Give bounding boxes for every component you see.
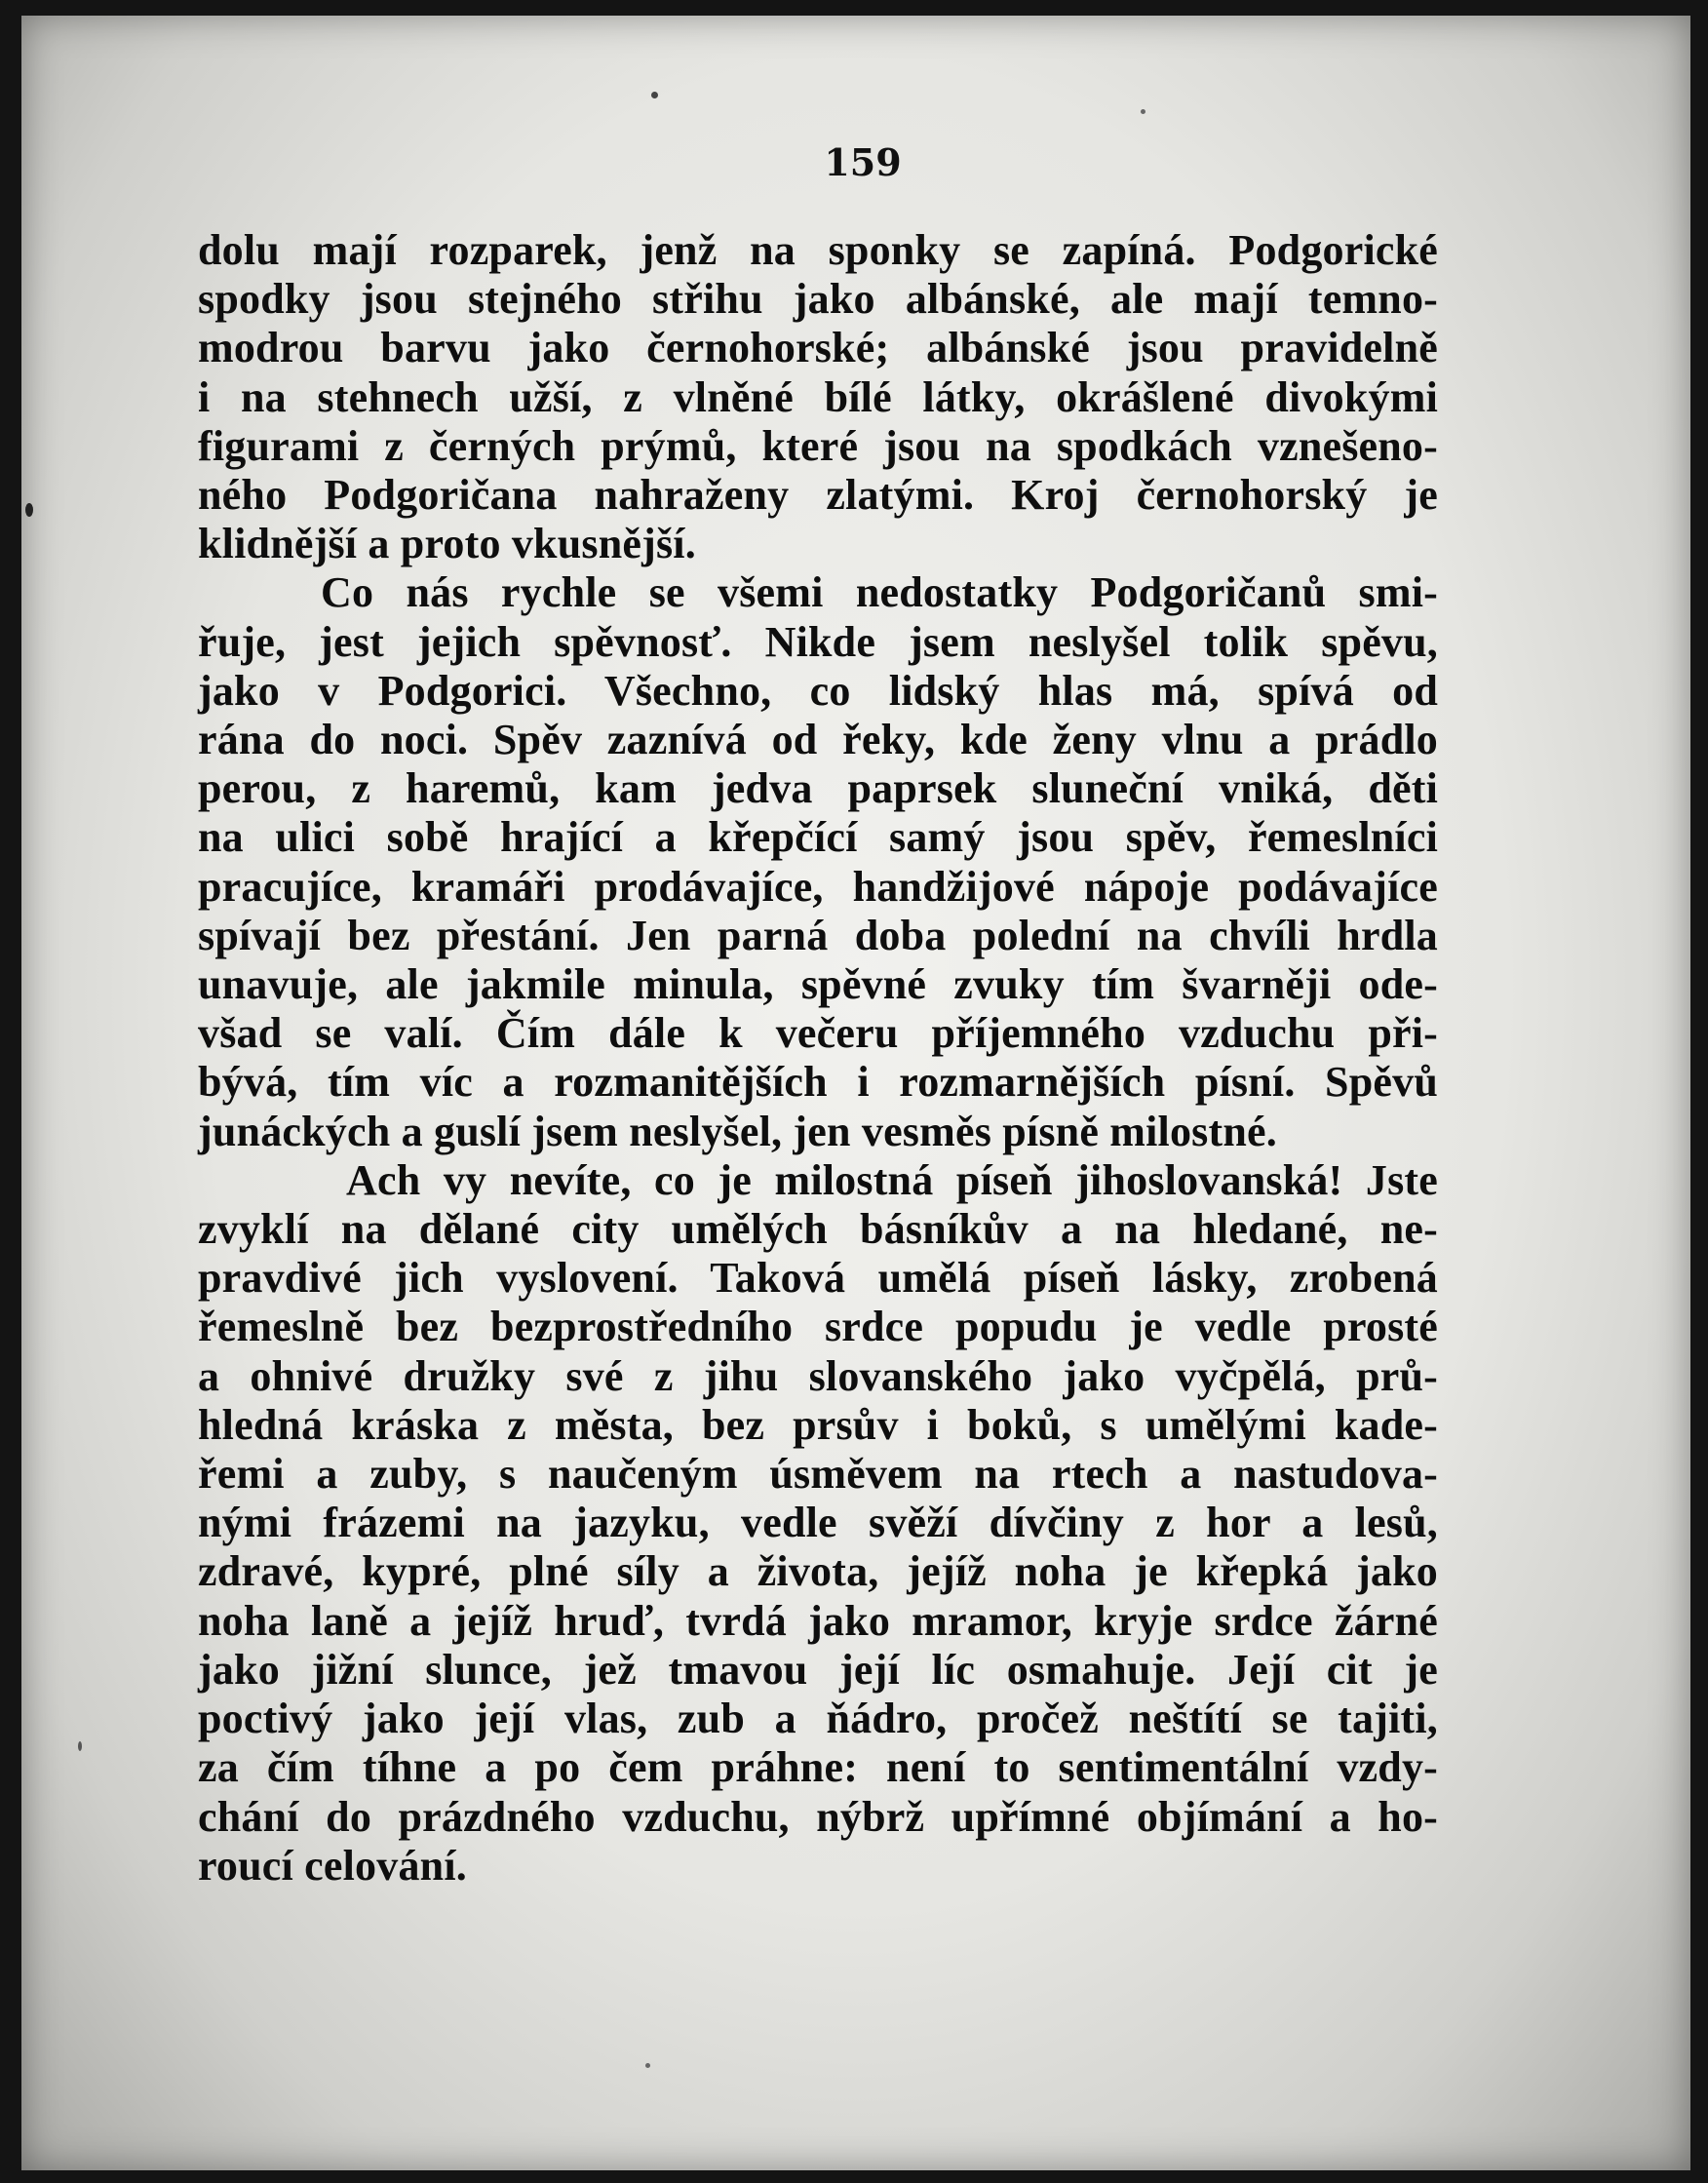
text-line: zvyklí na dělané city umělých básníkův a na hledané, ne- [198,1205,1438,1254]
text-line: jako v Podgorici. Všechno, co lidský hlas má, spívá od [198,666,1438,715]
text-line: ného Podgoričana nahraženy zlatými. Kroj černohorský je [198,471,1438,520]
ink-speck [651,92,658,98]
text-line: všad se valí. Čím dále k večeru příjemného vzduchu při- [198,1009,1438,1058]
text-line: Co nás rychle se všemi nedostatky Podgoričanů smi- [321,568,1438,617]
text-line: i na stehnech užší, z vlněné bílé látky, okrášlené divokými [198,372,1438,421]
text-line: modrou barvu jako černohorské; albánské jsou pravidelně [198,324,1438,372]
text-line: hledná kráska z města, bez prsův i boků, s umělými kade- [198,1400,1438,1449]
text-line: figurami z černých prýmů, které jsou na spodkách vznešeno- [198,421,1438,470]
text-line: spodky jsou stejného střihu jako albánské, ale mají temno- [198,275,1438,324]
text-line: perou, z haremů, kam jedva paprsek sluneční vniká, děti [198,764,1438,813]
ink-speck [1141,109,1145,114]
text-line: bývá, tím víc a rozmanitějších i rozmarnějších písní. Spěvů [198,1058,1438,1107]
text-line: roucí celování. [198,1841,467,1890]
text-line: za čím tíhne a po čem práhne: není to sentimentální vzdy- [198,1743,1438,1792]
text-line: Ach vy nevíte, co je milostná píseň jihoslovanská! Jste [346,1155,1438,1204]
text-line: noha laně a jejíž hruď, tvrdá jako mramor, kryje srdce žárné [198,1596,1438,1645]
text-line: na ulici sobě hrající a křepčící samý jsou spěv, řemeslníci [198,813,1438,862]
text-line: spívají bez přestání. Jen parná doba polední na chvíli hrdla [198,911,1438,959]
text-line: chání do prázdného vzduchu, nýbrž upřímné objímání a ho- [198,1792,1438,1841]
text-line: řuje, jest jejich spěvnosť. Nikde jsem neslyšel tolik spěvu, [198,617,1438,666]
paragraph-1 [198,226,1438,568]
text-line: jako jižní slunce, jež tmavou její líc osmahuje. Její cit je [198,1645,1438,1694]
text-line: řemeslně bez bezprostředního srdce popudu je vedle prosté [198,1303,1438,1351]
ink-speck [645,2063,650,2068]
text-line: rána do noci. Spěv zaznívá od řeky, kde ženy vlnu a prádlo [198,716,1438,764]
ink-speck [25,503,33,517]
text-line: dolu mají rozparek, jenž na sponky se zapíná. Podgorické [198,226,1438,274]
body-text [198,226,1438,1891]
text-line: unavuje, ale jakmile minula, spěvné zvuky tím švarněji ode- [198,960,1438,1009]
paragraph-3 [198,1156,1438,1891]
text-line: pracujíce, kramáři prodávajíce, handžijové nápoje podávajíce [198,862,1438,911]
text-line: řemi a zuby, s naučeným úsměvem na rtech a nastudova- [198,1450,1438,1499]
text-line: pravdivé jich vyslovení. Taková umělá píseň lásky, zrobená [198,1254,1438,1303]
text-line: a ohnivé družky své z jihu slovanského jako vyčpělá, prů- [198,1351,1438,1400]
text-line: klidnější a proto vkusnější. [198,520,696,568]
paragraph-2 [198,568,1438,1155]
ink-speck [78,1741,82,1751]
text-line: junáckých a guslí jsem neslyšel, jen vesměs písně milostné. [198,1107,1277,1155]
text-line: zdravé, kypré, plné síly a života, jejíž noha je křepká jako [198,1547,1438,1596]
text-line: poctivý jako její vlas, zub a ňádro, pročež neštítí se tajiti, [198,1695,1438,1743]
text-line: nými frázemi na jazyku, vedle svěží dívčiny z hor a lesů, [198,1499,1438,1547]
page-number: 159 [824,140,902,184]
